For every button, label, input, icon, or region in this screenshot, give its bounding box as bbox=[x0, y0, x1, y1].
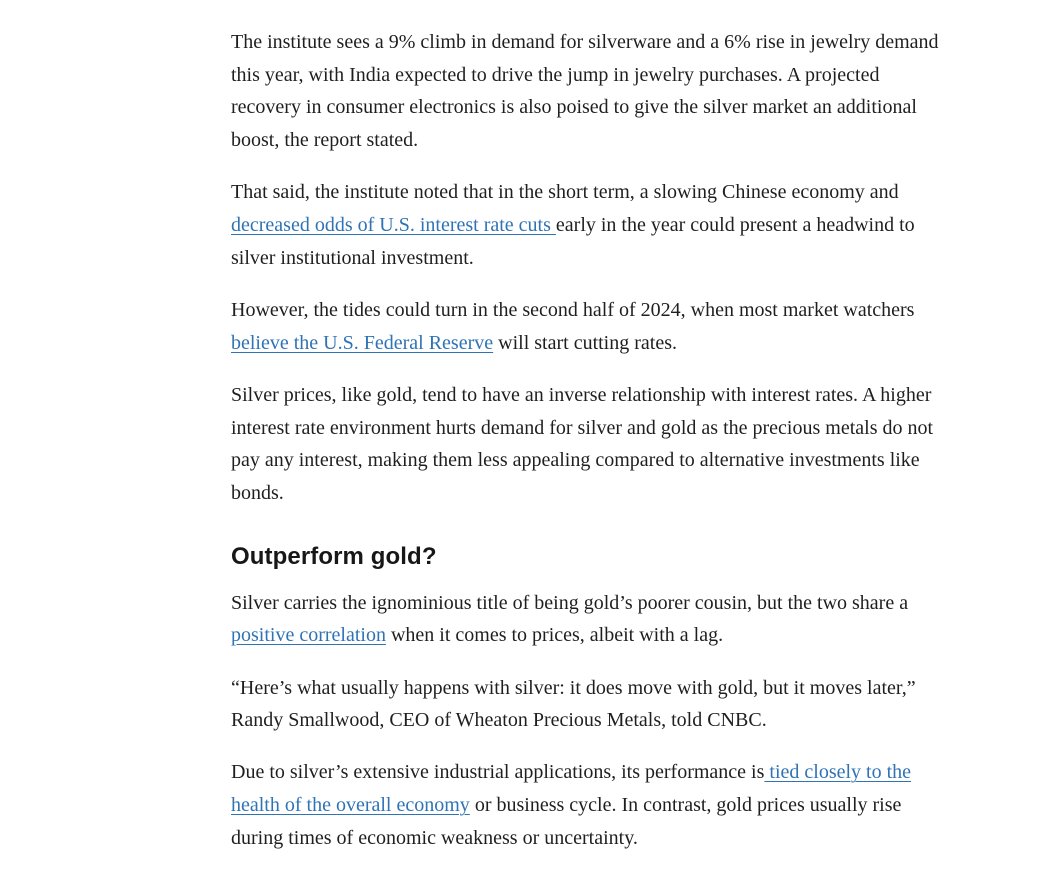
paragraph-industrial-applications bbox=[231, 756, 941, 854]
paragraph-poorer-cousin bbox=[231, 587, 941, 652]
paragraph-text: The institute sees a 9% climb in demand for silverware and a 6% rise in jewelry demand this year, with India expected to drive the jump in jewelry purchases. A projected recovery in consumer electronics is also poised to give the silver market an additional boost, the report stated. bbox=[231, 31, 939, 152]
paragraph-quote bbox=[231, 672, 941, 737]
paragraph-text: or business cycle. In contrast, gold prices usually rise during times of economic weakness or uncertainty. bbox=[231, 794, 902, 849]
section-heading: Outperform gold? bbox=[231, 542, 437, 570]
paragraph-text: early in the year could present a headwind to silver institutional investment. bbox=[231, 214, 915, 269]
link-rate-cut-odds[interactable]: decreased odds of U.S. interest rate cuts bbox=[231, 214, 556, 237]
paragraph-text: when it comes to prices, albeit with a lag. bbox=[385, 624, 724, 647]
link-positive-correlation[interactable]: positive correlation bbox=[231, 624, 386, 647]
paragraph-text: Silver prices, like gold, tend to have an inverse relationship with interest rates. A higher interest rate environment hurts demand for silver and gold as the precious metals do not pay any interest, making them less appealing compared to alternative investments like bonds. bbox=[231, 383, 934, 504]
paragraph-short-term-headwind bbox=[231, 176, 941, 274]
paragraph-text: will start cutting rates. bbox=[493, 331, 677, 354]
link-federal-reserve[interactable]: believe the U.S. Federal Reserve bbox=[231, 331, 494, 354]
paragraph-text: Due to silver’s extensive industrial applications, its performance is bbox=[231, 761, 765, 784]
article-body bbox=[231, 26, 941, 874]
paragraph-silverware-demand bbox=[231, 26, 941, 157]
paragraph-text: That said, the institute noted that in the short term, a slowing Chinese economy and bbox=[231, 181, 899, 204]
paragraph-text: “Here’s what usually happens with silver: it does move with gold, but it moves later,” Randy Smallwood, CEO of Wheaton Precious Metals, told CNBC. bbox=[231, 676, 916, 732]
paragraph-interest-rates bbox=[231, 379, 941, 510]
link-overall-economy[interactable]: tied closely to the health of the overall economy bbox=[231, 761, 912, 817]
paragraph-text: However, the tides could turn in the second half of 2024, when most market watchers bbox=[231, 298, 915, 321]
paragraph-text: Silver carries the ignominious title of being gold’s poorer cousin, but the two share a bbox=[231, 591, 909, 614]
paragraph-tides-turn bbox=[231, 294, 941, 359]
